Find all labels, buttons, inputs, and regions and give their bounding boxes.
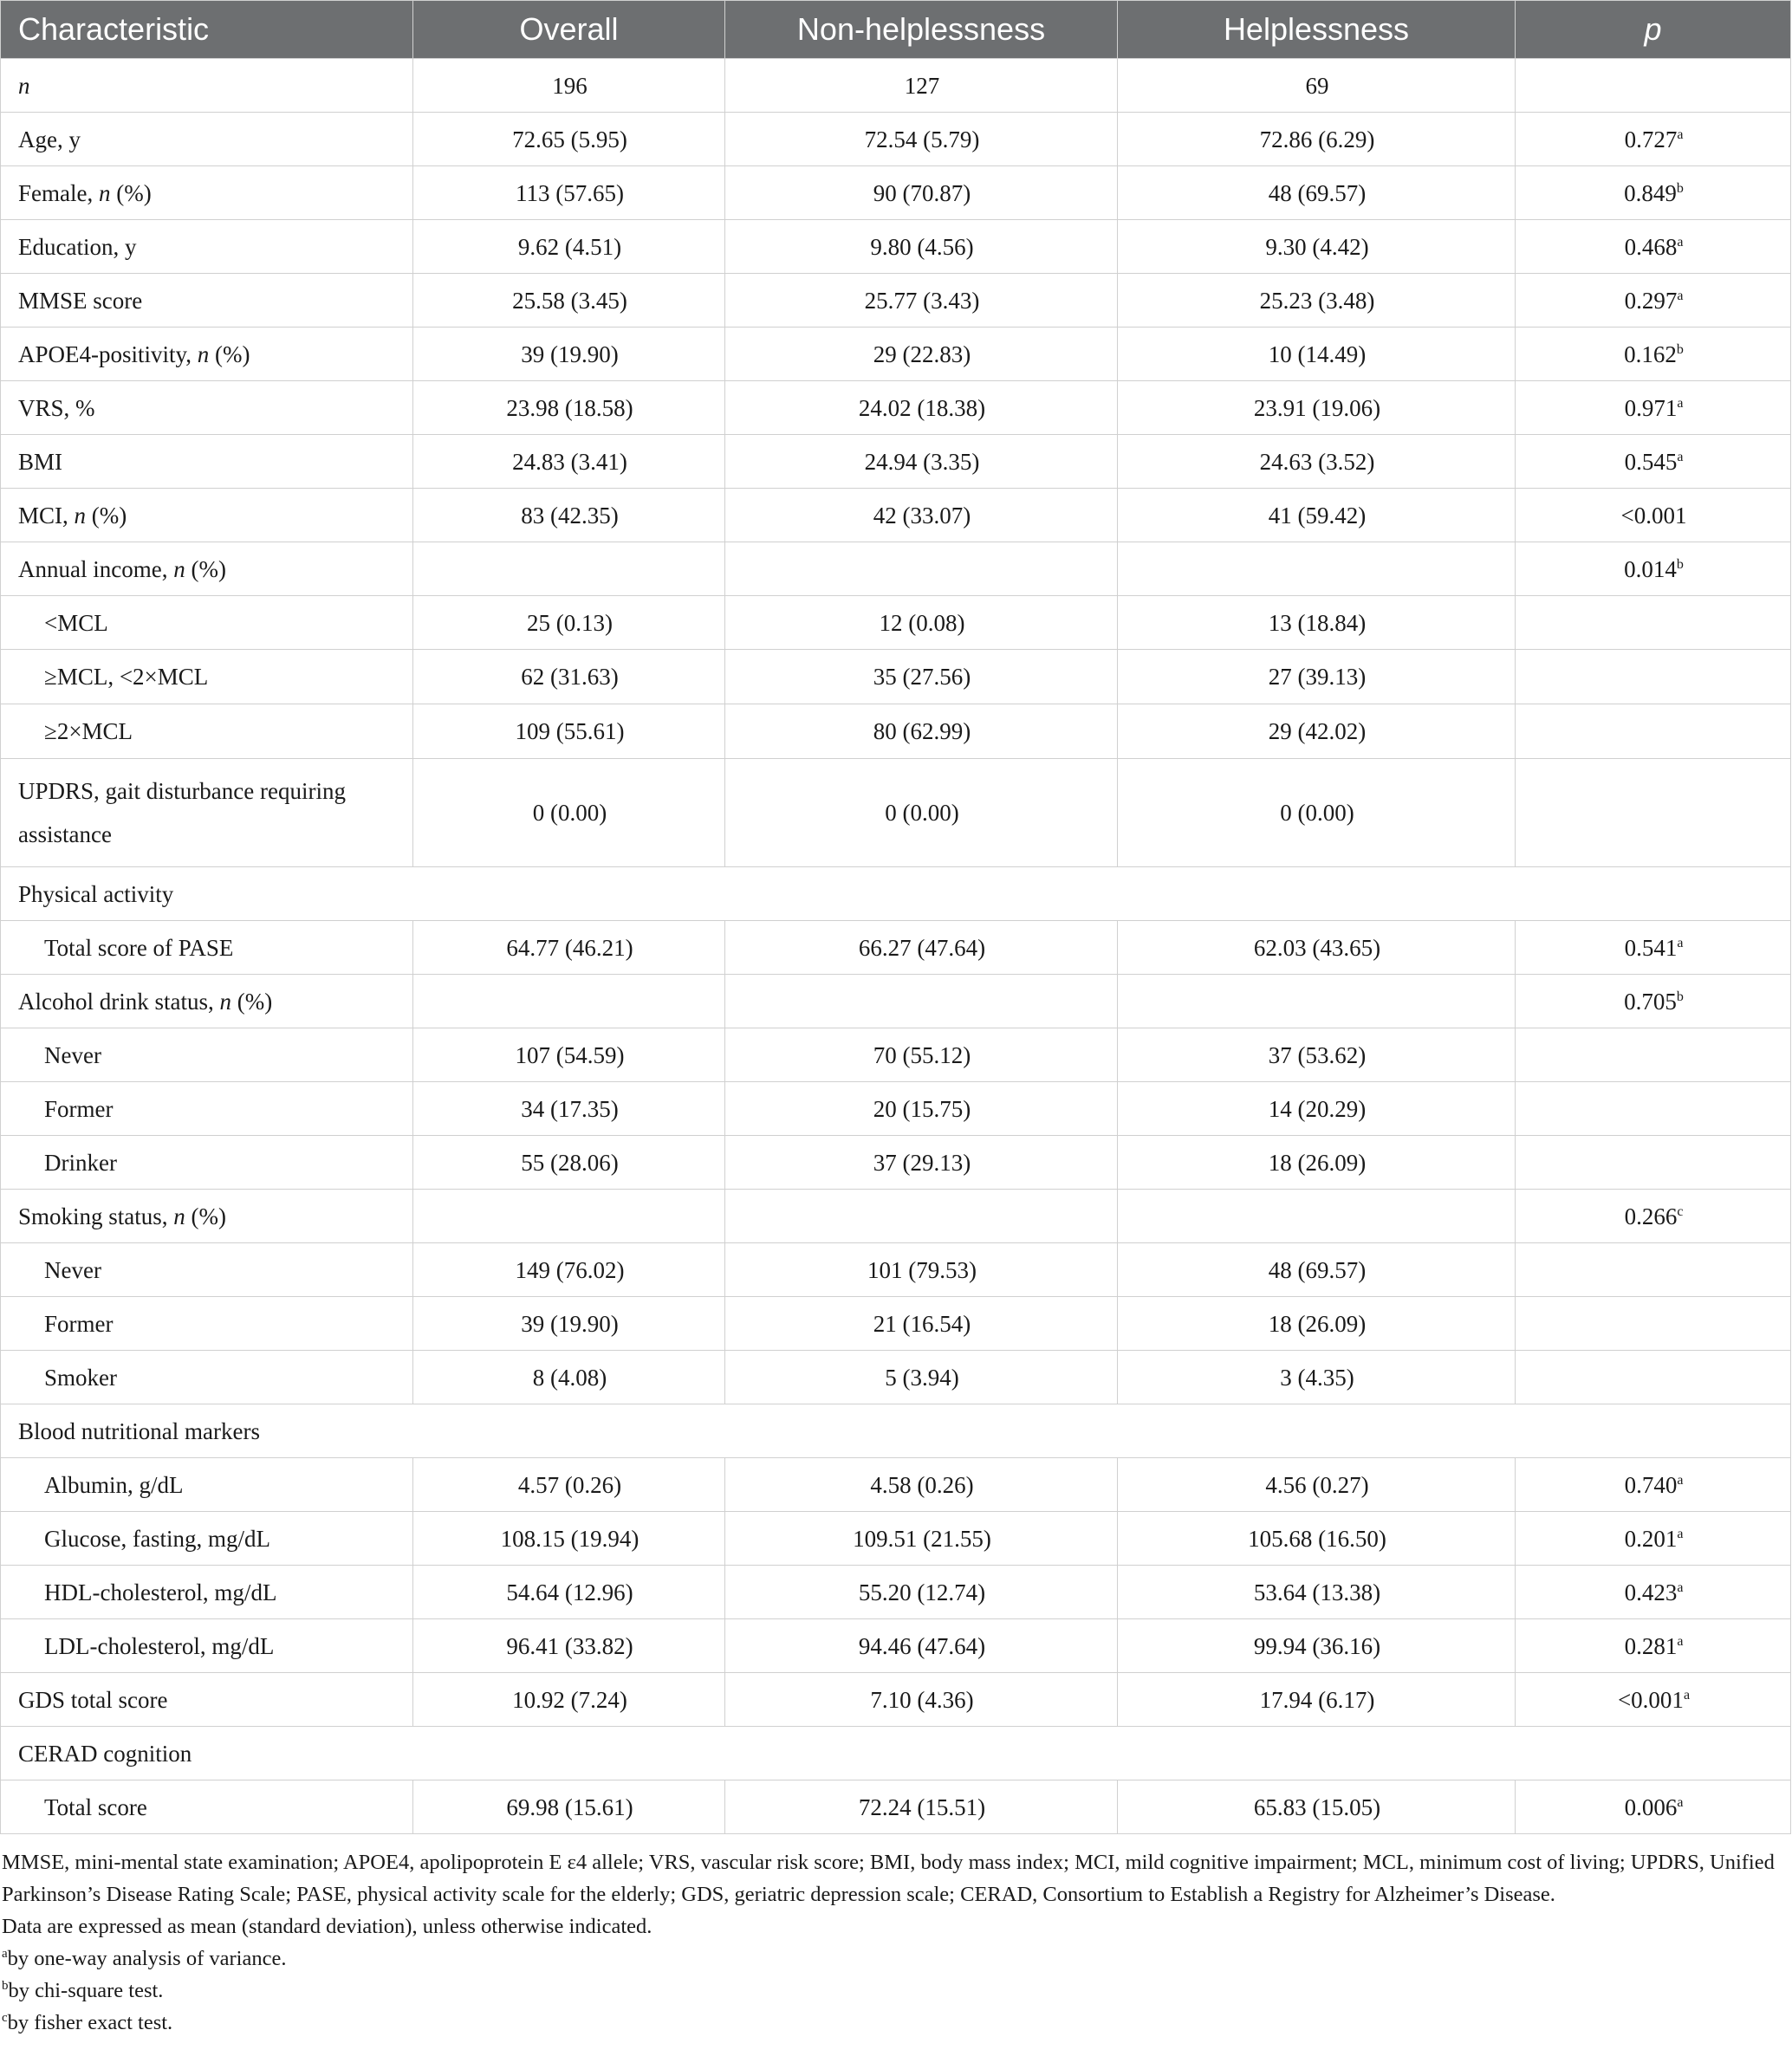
cell-non-helplessness: 94.46 (47.64) [725, 1619, 1118, 1673]
p-value: 0.014 [1624, 555, 1677, 582]
section-label: CERAD cognition [1, 1727, 1791, 1780]
cell-non-helplessness: 9.80 (4.56) [725, 220, 1118, 274]
footnote-a-text: by one-way analysis of variance. [7, 1947, 287, 1970]
cell-helplessness: 27 (39.13) [1118, 650, 1516, 704]
cell-helplessness: 4.56 (0.27) [1118, 1458, 1516, 1512]
p-value: 0.266 [1624, 1203, 1678, 1229]
footnote-marker: a [1677, 395, 1684, 411]
cell-p [1516, 1243, 1791, 1297]
row-label-suffix: (%) [185, 1203, 227, 1229]
cell-overall: 196 [413, 59, 725, 113]
p-value: 0.849 [1624, 179, 1677, 206]
cell-overall: 34 (17.35) [413, 1082, 725, 1136]
row-label: ≥2×MCL [1, 704, 413, 759]
cell-overall: 69.98 (15.61) [413, 1780, 725, 1834]
row-label-text: Annual income, [18, 555, 174, 582]
cell-overall: 24.83 (3.41) [413, 435, 725, 489]
p-value: 0.545 [1624, 448, 1678, 475]
row-label: Glucose, fasting, mg/dL [1, 1512, 413, 1566]
row-label [1, 166, 413, 220]
cell-p [1516, 1190, 1791, 1243]
footnote-marker: a [1677, 1579, 1684, 1595]
row-label: GDS total score [1, 1673, 413, 1727]
cell-helplessness: 65.83 (15.05) [1118, 1780, 1516, 1834]
cell-p [1516, 542, 1791, 596]
row-label: <MCL [1, 596, 413, 650]
section-row [1, 867, 1791, 921]
cell-helplessness: 10 (14.49) [1118, 328, 1516, 381]
cell-non-helplessness: 0 (0.00) [725, 759, 1118, 867]
header-helplessness: Helplessness [1118, 1, 1516, 59]
cell-non-helplessness: 29 (22.83) [725, 328, 1118, 381]
cell-overall: 0 (0.00) [413, 759, 725, 867]
footnote-b [2, 1975, 1787, 2007]
footnote-marker: a [1677, 288, 1684, 303]
cell-non-helplessness [725, 975, 1118, 1028]
cell-overall: 39 (19.90) [413, 1297, 725, 1351]
table-row [1, 759, 1791, 867]
footnote-marker: b [1676, 341, 1684, 357]
cell-helplessness: 69 [1118, 59, 1516, 113]
cell-helplessness [1118, 1190, 1516, 1243]
cell-p [1516, 975, 1791, 1028]
abbreviations-note: MMSE, mini-mental state examination; APOE4, apolipoprotein E ε4 allele; VRS, vascular risk score; BMI, body mass index; MCI, mild cognitive impairment; MCL, minimum cost of living; UPDRS, Unified Parkinson’s Disease Rating Scale; PASE, physical activity scale for the elderly; GDS, geriatric depression scale; CERAD, Consortium to Establish a Registry for Alzheimer’s Disease. [2, 1851, 1775, 1906]
table-row [1, 166, 1791, 220]
cell-p [1516, 1780, 1791, 1834]
row-label [1, 328, 413, 381]
footnote-a [2, 1943, 1787, 1975]
cell-non-helplessness: 109.51 (21.55) [725, 1512, 1118, 1566]
row-label: HDL-cholesterol, mg/dL [1, 1566, 413, 1619]
footnote-marker: a [1677, 1472, 1684, 1488]
p-value: 0.006 [1624, 1793, 1678, 1820]
row-label-text: Smoking status, [18, 1203, 174, 1229]
footnote-marker: a [1677, 1633, 1684, 1649]
footnote-c [2, 2007, 1787, 2039]
table-row [1, 1082, 1791, 1136]
cell-non-helplessness: 42 (33.07) [725, 489, 1118, 542]
cell-overall: 39 (19.90) [413, 328, 725, 381]
cell-p [1516, 166, 1791, 220]
row-label-suffix: (%) [110, 179, 152, 206]
cell-overall: 109 (55.61) [413, 704, 725, 759]
cell-non-helplessness: 80 (62.99) [725, 704, 1118, 759]
cell-helplessness: 48 (69.57) [1118, 166, 1516, 220]
cell-helplessness: 62.03 (43.65) [1118, 921, 1516, 975]
row-label-italic: n [197, 341, 210, 367]
cell-helplessness: 24.63 (3.52) [1118, 435, 1516, 489]
footnote-marker: a [1677, 935, 1684, 950]
cell-non-helplessness: 20 (15.75) [725, 1082, 1118, 1136]
cell-p [1516, 1566, 1791, 1619]
row-label: Former [1, 1297, 413, 1351]
cell-p [1516, 1619, 1791, 1673]
table-row [1, 596, 1791, 650]
cell-p [1516, 274, 1791, 328]
header-characteristic: Characteristic [1, 1, 413, 59]
row-label: BMI [1, 435, 413, 489]
cell-non-helplessness: 12 (0.08) [725, 596, 1118, 650]
cell-non-helplessness: 66.27 (47.64) [725, 921, 1118, 975]
cell-non-helplessness [725, 542, 1118, 596]
cell-helplessness: 3 (4.35) [1118, 1351, 1516, 1404]
cell-overall: 113 (57.65) [413, 166, 725, 220]
p-value: 0.162 [1624, 341, 1677, 367]
p-value: 0.423 [1624, 1579, 1678, 1605]
cell-overall: 25 (0.13) [413, 596, 725, 650]
table-row [1, 435, 1791, 489]
header-p-value: p [1516, 1, 1791, 59]
cell-non-helplessness: 101 (79.53) [725, 1243, 1118, 1297]
cell-p [1516, 596, 1791, 650]
table-row [1, 921, 1791, 975]
footnote-marker: a [1677, 449, 1684, 464]
row-label: Total score [1, 1780, 413, 1834]
cell-overall: 64.77 (46.21) [413, 921, 725, 975]
cell-p [1516, 921, 1791, 975]
cell-p [1516, 1512, 1791, 1566]
table-footnotes [0, 1834, 1792, 2039]
cell-overall: 149 (76.02) [413, 1243, 725, 1297]
table-row [1, 1780, 1791, 1834]
cell-overall: 72.65 (5.95) [413, 113, 725, 166]
header-row [1, 1, 1791, 59]
table-row [1, 113, 1791, 166]
footnote-marker: a [1677, 126, 1684, 142]
cell-p [1516, 1136, 1791, 1190]
section-label: Blood nutritional markers [1, 1404, 1791, 1458]
p-value: 0.297 [1624, 287, 1678, 314]
p-value: 0.541 [1624, 934, 1678, 961]
cell-helplessness: 14 (20.29) [1118, 1082, 1516, 1136]
footnote-marker: a [1677, 1794, 1684, 1810]
row-label [1, 1190, 413, 1243]
row-label-suffix: (%) [209, 341, 250, 367]
row-label: Former [1, 1082, 413, 1136]
row-label: VRS, % [1, 381, 413, 435]
cell-p [1516, 1028, 1791, 1082]
cell-helplessness: 9.30 (4.42) [1118, 220, 1516, 274]
footnote-marker: c [1677, 1203, 1684, 1219]
cell-p [1516, 759, 1791, 867]
row-label [1, 542, 413, 596]
cell-non-helplessness: 24.94 (3.35) [725, 435, 1118, 489]
cell-helplessness: 17.94 (6.17) [1118, 1673, 1516, 1727]
row-label-italic: n [173, 555, 185, 582]
footnote-marker: a [1683, 1687, 1691, 1703]
table-row [1, 650, 1791, 704]
cell-overall: 83 (42.35) [413, 489, 725, 542]
cell-helplessness: 23.91 (19.06) [1118, 381, 1516, 435]
row-label-italic: n [98, 179, 111, 206]
header-non-helplessness: Non-helplessness [725, 1, 1118, 59]
cell-p [1516, 1351, 1791, 1404]
cell-helplessness: 48 (69.57) [1118, 1243, 1516, 1297]
cell-non-helplessness: 21 (16.54) [725, 1297, 1118, 1351]
cell-p [1516, 220, 1791, 274]
table-row [1, 1673, 1791, 1727]
p-value: 0.201 [1624, 1525, 1678, 1552]
row-label-suffix: (%) [185, 555, 226, 582]
table-row [1, 1566, 1791, 1619]
cell-p [1516, 328, 1791, 381]
row-label [1, 489, 413, 542]
cell-non-helplessness: 127 [725, 59, 1118, 113]
footnote-c-marker: c [2, 2010, 8, 2025]
p-value: 0.971 [1624, 394, 1678, 421]
cell-overall: 4.57 (0.26) [413, 1458, 725, 1512]
footnote-marker: b [1676, 989, 1684, 1004]
row-label-italic: n [219, 988, 231, 1015]
cell-helplessness: 18 (26.09) [1118, 1297, 1516, 1351]
table-row [1, 1297, 1791, 1351]
table-row [1, 59, 1791, 113]
cell-helplessness: 25.23 (3.48) [1118, 274, 1516, 328]
row-label-text: Female, [18, 179, 99, 206]
table-row [1, 704, 1791, 759]
table-row [1, 1351, 1791, 1404]
cell-p [1516, 1297, 1791, 1351]
cell-p [1516, 113, 1791, 166]
cell-non-helplessness: 72.54 (5.79) [725, 113, 1118, 166]
table-row [1, 1458, 1791, 1512]
cell-helplessness: 41 (59.42) [1118, 489, 1516, 542]
row-label-suffix: (%) [86, 502, 127, 529]
cell-overall: 96.41 (33.82) [413, 1619, 725, 1673]
p-value: <0.001 [1617, 1686, 1684, 1713]
cell-non-helplessness: 7.10 (4.36) [725, 1673, 1118, 1727]
row-label-italic: n [173, 1203, 185, 1229]
row-label: Smoker [1, 1351, 413, 1404]
table-row [1, 489, 1791, 542]
cell-helplessness [1118, 542, 1516, 596]
table-row [1, 328, 1791, 381]
cell-helplessness: 105.68 (16.50) [1118, 1512, 1516, 1566]
row-label-text: Alcohol drink status, [18, 988, 220, 1015]
table-row [1, 1243, 1791, 1297]
cell-helplessness [1118, 975, 1516, 1028]
row-label-italic: n [74, 502, 87, 529]
cell-helplessness: 18 (26.09) [1118, 1136, 1516, 1190]
row-label [1, 975, 413, 1028]
p-value: 0.705 [1624, 988, 1677, 1015]
p-value: 0.727 [1624, 126, 1678, 152]
cell-overall: 23.98 (18.58) [413, 381, 725, 435]
cell-p [1516, 1458, 1791, 1512]
p-value: 0.281 [1624, 1632, 1678, 1659]
data-expression-note: Data are expressed as mean (standard deviation), unless otherwise indicated. [2, 1915, 653, 1938]
footnote-b-marker: b [2, 1978, 9, 1993]
table-row [1, 1190, 1791, 1243]
row-label: n [1, 59, 413, 113]
footnote-marker: b [1676, 180, 1684, 196]
footnote-c-text: by fisher exact test. [7, 2011, 173, 2034]
footnote-marker: a [1677, 234, 1684, 250]
cell-non-helplessness: 90 (70.87) [725, 166, 1118, 220]
cell-p [1516, 1082, 1791, 1136]
row-label: MMSE score [1, 274, 413, 328]
cell-non-helplessness: 72.24 (15.51) [725, 1780, 1118, 1834]
cell-non-helplessness: 37 (29.13) [725, 1136, 1118, 1190]
section-label: Physical activity [1, 867, 1791, 921]
row-label: Never [1, 1243, 413, 1297]
table-row [1, 381, 1791, 435]
cell-helplessness: 53.64 (13.38) [1118, 1566, 1516, 1619]
footnote-b-text: by chi-square test. [8, 1979, 164, 2002]
table-row [1, 542, 1791, 596]
table-row [1, 1028, 1791, 1082]
cell-non-helplessness: 70 (55.12) [725, 1028, 1118, 1082]
cell-non-helplessness: 4.58 (0.26) [725, 1458, 1118, 1512]
row-label: Drinker [1, 1136, 413, 1190]
cell-overall: 107 (54.59) [413, 1028, 725, 1082]
row-label: Age, y [1, 113, 413, 166]
row-label: Total score of PASE [1, 921, 413, 975]
row-label: ≥MCL, <2×MCL [1, 650, 413, 704]
cell-p [1516, 1673, 1791, 1727]
cell-overall: 9.62 (4.51) [413, 220, 725, 274]
row-label-text: APOE4-positivity, [18, 341, 198, 367]
table-row [1, 274, 1791, 328]
cell-helplessness: 99.94 (36.16) [1118, 1619, 1516, 1673]
cell-overall: 62 (31.63) [413, 650, 725, 704]
row-label: UPDRS, gait disturbance requiring assistance [1, 759, 413, 867]
row-label: LDL-cholesterol, mg/dL [1, 1619, 413, 1673]
cell-p [1516, 704, 1791, 759]
cell-helplessness: 37 (53.62) [1118, 1028, 1516, 1082]
cell-overall: 54.64 (12.96) [413, 1566, 725, 1619]
table-row [1, 220, 1791, 274]
cell-non-helplessness: 5 (3.94) [725, 1351, 1118, 1404]
cell-overall: 10.92 (7.24) [413, 1673, 725, 1727]
row-label: Education, y [1, 220, 413, 274]
footnote-marker: a [1677, 1526, 1684, 1541]
cell-overall: 55 (28.06) [413, 1136, 725, 1190]
cell-helplessness: 29 (42.02) [1118, 704, 1516, 759]
cell-p [1516, 59, 1791, 113]
cell-helplessness: 13 (18.84) [1118, 596, 1516, 650]
cell-p [1516, 650, 1791, 704]
p-value: 0.740 [1624, 1471, 1678, 1498]
cell-helplessness: 0 (0.00) [1118, 759, 1516, 867]
row-label: Never [1, 1028, 413, 1082]
cell-overall: 8 (4.08) [413, 1351, 725, 1404]
cell-p [1516, 381, 1791, 435]
cell-non-helplessness [725, 1190, 1118, 1243]
cell-non-helplessness: 55.20 (12.74) [725, 1566, 1118, 1619]
cell-non-helplessness: 35 (27.56) [725, 650, 1118, 704]
cell-p [1516, 435, 1791, 489]
row-label-suffix: (%) [230, 988, 273, 1015]
cell-overall [413, 542, 725, 596]
table-row [1, 1136, 1791, 1190]
table-row [1, 1512, 1791, 1566]
cell-non-helplessness: 24.02 (18.38) [725, 381, 1118, 435]
footnote-a-marker: a [2, 1946, 8, 1961]
cell-overall [413, 1190, 725, 1243]
cell-overall [413, 975, 725, 1028]
row-label-text: MCI, [18, 502, 75, 529]
cell-overall: 108.15 (19.94) [413, 1512, 725, 1566]
cell-overall: 25.58 (3.45) [413, 274, 725, 328]
cell-p: <0.001 [1516, 489, 1791, 542]
table-row [1, 975, 1791, 1028]
section-row [1, 1727, 1791, 1780]
header-overall: Overall [413, 1, 725, 59]
cell-non-helplessness: 25.77 (3.43) [725, 274, 1118, 328]
table-row [1, 1619, 1791, 1673]
section-row [1, 1404, 1791, 1458]
footnote-marker: b [1676, 556, 1684, 572]
cell-helplessness: 72.86 (6.29) [1118, 113, 1516, 166]
row-label: Albumin, g/dL [1, 1458, 413, 1512]
p-value: 0.468 [1624, 233, 1678, 260]
